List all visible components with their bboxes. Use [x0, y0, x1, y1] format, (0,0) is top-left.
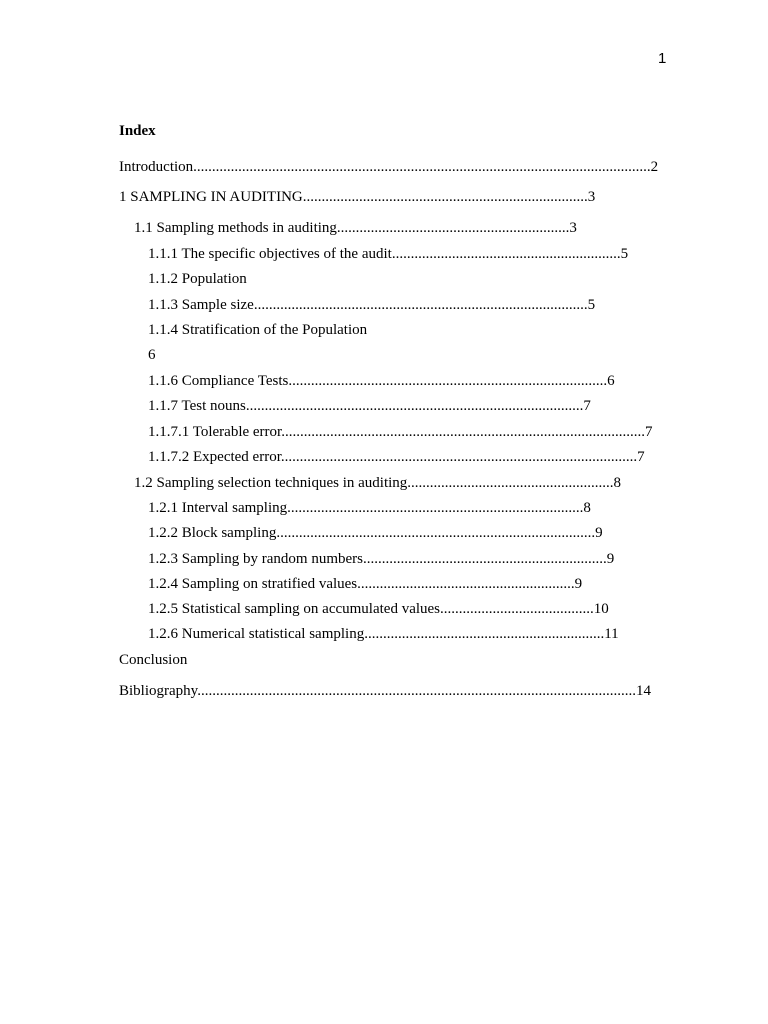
toc-entry-label: 1.1.7.2 Expected error: [148, 449, 281, 465]
toc-entry-page: 11: [604, 626, 619, 642]
toc-entry-label: Bibliography: [119, 683, 198, 699]
toc-entry-label: 1.2.3 Sampling by random numbers: [148, 551, 363, 567]
toc-entry-leader: .................................................................................................: [281, 424, 645, 440]
toc-entry-leader: ............................................................................: [302, 189, 588, 205]
toc-entry-label: 1.2.1 Interval sampling: [148, 500, 288, 516]
toc-entry-page: 9: [606, 551, 615, 567]
toc-entry-label: 1 SAMPLING IN AUDITING: [119, 189, 303, 205]
toc-entry-page: 3: [569, 220, 577, 236]
toc-entry-page: 10: [593, 601, 609, 617]
toc-entry-1-2: [134, 474, 621, 492]
toc-entry-page: 8: [583, 500, 591, 516]
toc-entry-leader: .........................................: [440, 601, 594, 617]
toc-entry-page: 8: [613, 475, 622, 491]
toc-entry-page: 7: [637, 449, 645, 465]
toc-entry-leader: .....................................................................................: [288, 373, 608, 389]
toc-entry-leader: ..........................................................: [357, 576, 575, 592]
toc-entry-leader: ..........................................................................................................................: [193, 159, 651, 175]
toc-entry-page: 5: [620, 246, 629, 262]
toc-entry-sampling-in-auditing: [119, 188, 595, 206]
toc-entry-1-1-7-1: [148, 423, 652, 441]
toc-entry-1-2-6: [148, 625, 619, 643]
toc-entry-page: 14: [635, 683, 651, 699]
toc-entry-introduction: [119, 158, 658, 176]
toc-entry-page-6: [148, 346, 156, 364]
toc-entry-1-1-7-2: [148, 448, 645, 466]
toc-entry-label: 1.1.4 Stratification of the Population: [148, 322, 368, 338]
toc-entry-label: 1.1.2 Population: [148, 271, 247, 287]
page-number: 1: [658, 50, 667, 67]
toc-entry-leader: .............................................................: [391, 246, 621, 262]
toc-entry-page: 7: [583, 398, 591, 414]
toc-entry-1-2-2: [148, 524, 603, 542]
toc-entry-1-1-4: [148, 321, 367, 339]
toc-entry-conclusion: [119, 651, 187, 669]
toc-entry-leader: .....................................................................................: [276, 525, 596, 541]
index-title: Index: [119, 123, 156, 139]
toc-entry-page: 2: [650, 159, 659, 175]
toc-entry-page: 5: [587, 297, 596, 313]
toc-entry-label: 6: [148, 347, 156, 363]
toc-entry-label: 1.1 Sampling methods in auditing: [134, 220, 337, 236]
toc-entry-page: 9: [574, 576, 583, 592]
toc-entry-leader: ...............................................................................: [287, 500, 584, 516]
toc-entry-leader: .....................................................................................................................: [197, 683, 636, 699]
toc-entry-page: 7: [644, 424, 653, 440]
toc-entry-label: 1.2 Sampling selection techniques in auditing: [134, 475, 408, 491]
toc-entry-leader: ...............................................................................................: [280, 449, 638, 465]
toc-entry-page: 9: [595, 525, 603, 541]
toc-entry-label: 1.2.5 Statistical sampling on accumulated values: [148, 601, 441, 617]
toc-entry-1-1-7: [148, 397, 591, 415]
toc-entry-1-1-6: [148, 372, 615, 390]
toc-entry-1-1-3: [148, 296, 595, 314]
toc-entry-leader: .......................................................: [407, 475, 614, 491]
toc-entry-1-1-2: [148, 270, 247, 288]
toc-entry-label: 1.1.7 Test nouns: [148, 398, 246, 414]
toc-entry-bibliography: [119, 682, 651, 700]
toc-entry-leader: .................................................................: [362, 551, 607, 567]
toc-entry-page: 3: [587, 189, 596, 205]
toc-entry-leader: ................................................................: [364, 626, 605, 642]
toc-entry-leader: .........................................................................................: [253, 297, 588, 313]
toc-entry-label: 1.1.6 Compliance Tests: [148, 373, 289, 389]
toc-entry-leader: ..........................................................................................: [245, 398, 584, 414]
toc-entry-1-2-4: [148, 575, 582, 593]
toc-entry-label: 1.2.2 Block sampling: [148, 525, 277, 541]
toc-entry-leader: ..............................................................: [336, 220, 570, 236]
toc-entry-1-2-1: [148, 499, 591, 517]
toc-entry-label: Conclusion: [119, 652, 188, 668]
toc-entry-label: 1.1.1 The specific objectives of the audit: [148, 246, 392, 262]
toc-entry-label: 1.2.4 Sampling on stratified values: [148, 576, 358, 592]
toc-entry-1-1: [134, 219, 577, 237]
toc-entry-1-1-1: [148, 245, 628, 263]
toc-entry-page: 6: [607, 373, 615, 389]
toc-entry-label: 1.2.6 Numerical statistical sampling: [148, 626, 365, 642]
toc-entry-label: 1.1.7.1 Tolerable error: [148, 424, 282, 440]
toc-entry-label: 1.1.3 Sample size: [148, 297, 254, 313]
toc-entry-1-2-5: [148, 600, 609, 618]
toc-entry-label: Introduction: [119, 159, 194, 175]
toc-entry-1-2-3: [148, 550, 614, 568]
